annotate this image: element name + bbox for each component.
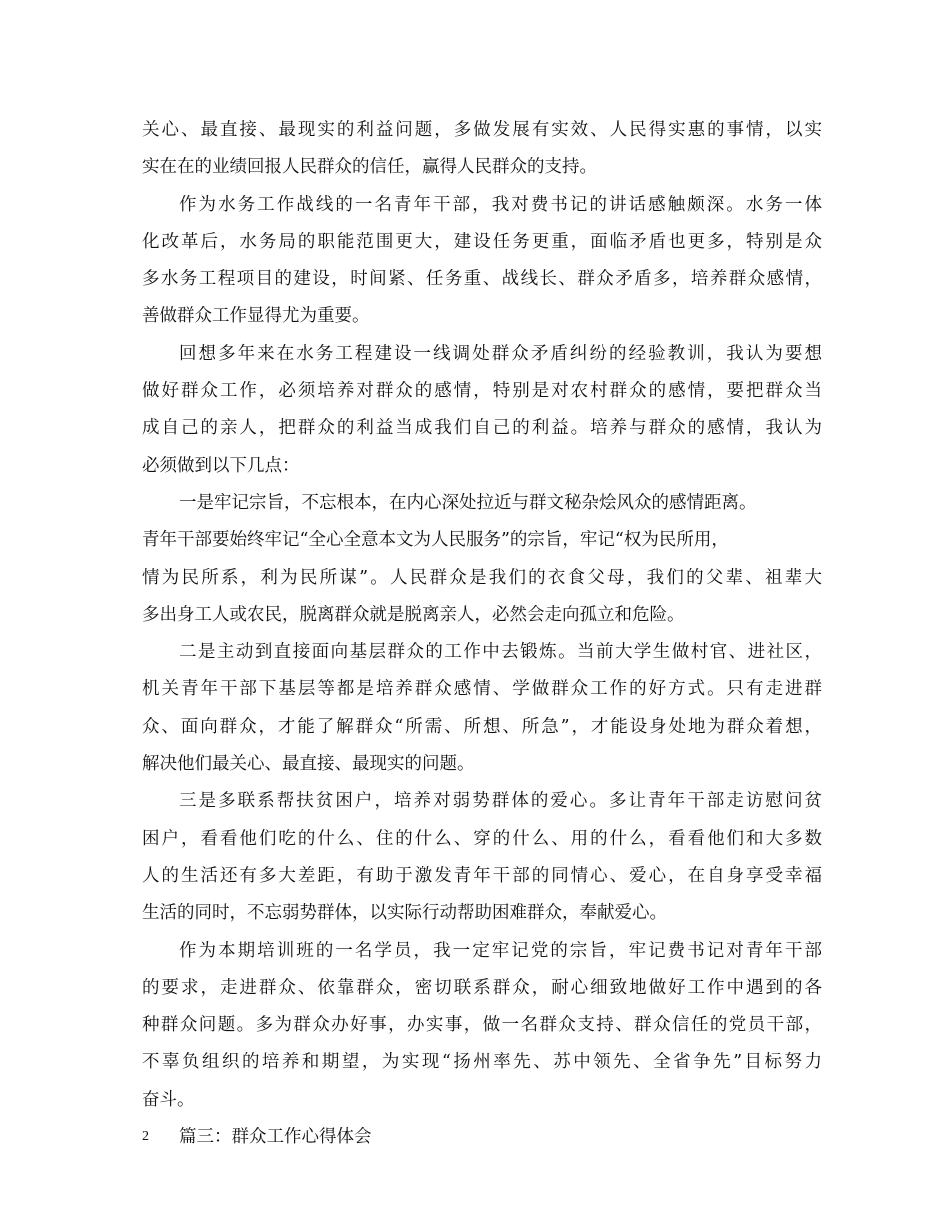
text-line: 关心、最直接、最现实的利益问题，多做发展有实效、人民得实惠的事情，以实 — [142, 120, 822, 140]
text-line: 实在在的业绩回报人民群众的信任，赢得人民群众的支持。 — [142, 157, 597, 178]
text-line: 多出身工人或农民，脱离群众就是脱离亲人，必然会走向孤立和危险。 — [142, 604, 685, 625]
page-number: 2 — [142, 1129, 149, 1144]
text-line: 作为水务工作战线的一名青年干部，我对费书记的讲话感触颇深。水务一体 — [179, 194, 822, 215]
text-line: 多水务工程项目的建设，时间紧、任务重、战线长、群众矛盾多，培养群众感情， — [142, 269, 822, 290]
text-line: 种群众问题。多为群众办好事，办实事，做一名群众支持、群众信任的党员干部， — [142, 1015, 822, 1036]
text-line: 一是牢记宗旨，不忘根本，在内心深处拉近与群文秘杂烩风众的感情距离。 — [179, 492, 757, 513]
text-line: 机关青年干部下基层等都是培养群众感情、学做群众工作的好方式。只有走进群 — [142, 679, 822, 700]
text-line: 成自己的亲人，把群众的利益当成我们自己的利益。培养与群众的感情，我认为 — [142, 418, 822, 439]
text-line: 作为本期培训班的一名学员，我一定牢记党的宗旨，牢记费书记对青年干部 — [179, 940, 822, 961]
text-line: 三是多联系帮扶贫困户，培养对弱势群体的爱心。多让青年干部走访慰问贫 — [179, 791, 822, 812]
body-text — [142, 112, 822, 1156]
text-line: 不辜负组织的培养和期望，为实现“扬州率先、苏中领先、全省争先”目标努力 — [142, 1052, 822, 1073]
text-line: 奋斗。 — [142, 1089, 195, 1110]
text-line: 青年干部要始终牢记“全心全意本文为人民服务”的宗旨，牢记“权为民所用， — [142, 530, 729, 551]
text-line: 回想多年来在水务工程建设一线调处群众矛盾纠纷的经验教训，我认为要想 — [179, 343, 822, 364]
text-line: 人的生活还有多大差距，有助于激发青年干部的同情心、爱心，在自身享受幸福 — [142, 865, 822, 886]
text-line: 必须做到以下几点： — [142, 455, 300, 476]
text-line: 生活的同时，不忘弱势群体，以实际行动帮助困难群众，奉献爱心。 — [142, 903, 667, 924]
text-line: 化改革后，水务局的职能范围更大，建设任务更重，面临矛盾也更多，特别是众 — [142, 231, 822, 252]
text-line: 善做群众工作显得尤为重要。 — [142, 306, 370, 327]
text-line: 解决他们最关心、最直接、最现实的问题。 — [142, 754, 475, 775]
text-line: 困户，看看他们吃的什么、住的什么、穿的什么、用的什么，看看他们和大多数 — [142, 828, 822, 849]
text-line: 二是主动到直接面向基层群众的工作中去锻炼。当前大学生做村官、进社区， — [179, 642, 822, 663]
text-line: 情为民所系，利为民所谋”。人民群众是我们的衣食父母，我们的父辈、祖辈大 — [142, 567, 822, 588]
text-line: 众、面向群众，才能了解群众“所需、所想、所急”，才能设身处地为群众着想， — [142, 716, 822, 737]
text-line: 做好群众工作，必须培养对群众的感情，特别是对农村群众的感情，要把群众当 — [142, 381, 822, 402]
section-heading: 篇三：群众工作心得体会 — [179, 1127, 372, 1148]
text-line: 的要求，走进群众、依靠群众，密切联系群众，耐心细致地做好工作中遇到的各 — [142, 977, 822, 998]
